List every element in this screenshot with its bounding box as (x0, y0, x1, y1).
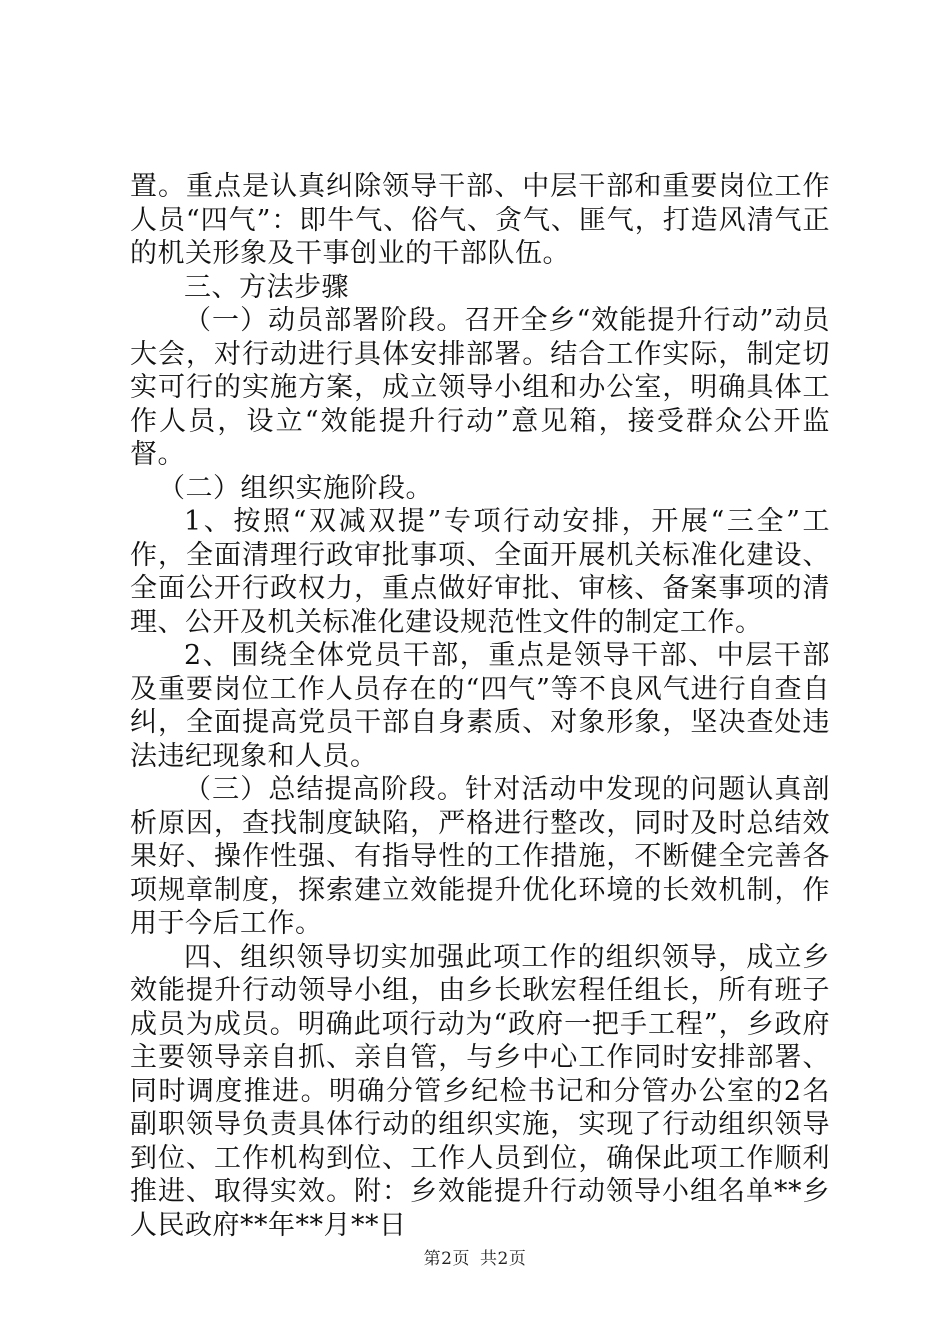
paragraph-stage-two-heading: （二）组织实施阶段。 (158, 472, 433, 504)
paragraph-stage-three: （三）总结提高阶段。针对活动中发现的问题认真剖析原因，查找制度缺陷，严格进行整改，同时及时总结效果好、操作性强、有指导性的工作措施，不断健全完善各项规章制度，探索建立效能提升优化环境的长效机制，作用于今后工作。 (130, 774, 830, 939)
page-number: 第2页 (423, 1249, 470, 1269)
paragraph-continuation: 置。重点是认真纠除领导干部、中层干部和重要岗位工作人员“四气”：即牛气、俗气、贪气、匪气，打造风清气正的机关形象及干事创业的干部队伍。 (130, 171, 830, 269)
paragraph-item-two: 2、围绕全体党员干部，重点是领导干部、中层干部及重要岗位工作人员存在的“四气”等不良风气进行自查自纠，全面提高党员干部自身素质、对象形象，坚决查处违法违纪现象和人员。 (130, 640, 830, 772)
page-total: 共2页 (480, 1249, 527, 1269)
paragraph-organization: 四、组织领导切实加强此项工作的组织领导，成立乡效能提升行动领导小组，由乡长耿宏程任组长，所有班子成员为成员。明确此项行动为“政府一把手工程”，乡政府主要领导亲自抓、亲自管，与乡中心工作同时安排部署、同时调度推进。明确分管乡纪检书记和分管办公室的2名副职领导负责具体行动的组织实施，实现了行动组织领导到位、工作机构到位、工作人员到位，确保此项工作顺利推进、取得实效。附：乡效能提升行动领导小组名单**乡人民政府**年**月**日 (130, 941, 830, 1241)
document-body (130, 170, 830, 1242)
page-footer (0, 1244, 950, 1269)
paragraph-item-one: 1、按照“双减双提”专项行动安排，开展“三全”工作，全面清理行政审批事项、全面开展机关标准化建设、全面公开行政权力，重点做好审批、审核、备案事项的清理、公开及机关标准化建设规范性文件的制定工作。 (130, 506, 830, 638)
section-heading-methods: 三、方法步骤 (184, 271, 349, 303)
paragraph-stage-one: （一）动员部署阶段。召开全乡“效能提升行动”动员大会，对行动进行具体安排部署。结合工作实际，制定切实可行的实施方案，成立领导小组和办公室，明确具体工作人员，设立“效能提升行动”意见箱，接受群众公开监督。 (130, 305, 830, 470)
